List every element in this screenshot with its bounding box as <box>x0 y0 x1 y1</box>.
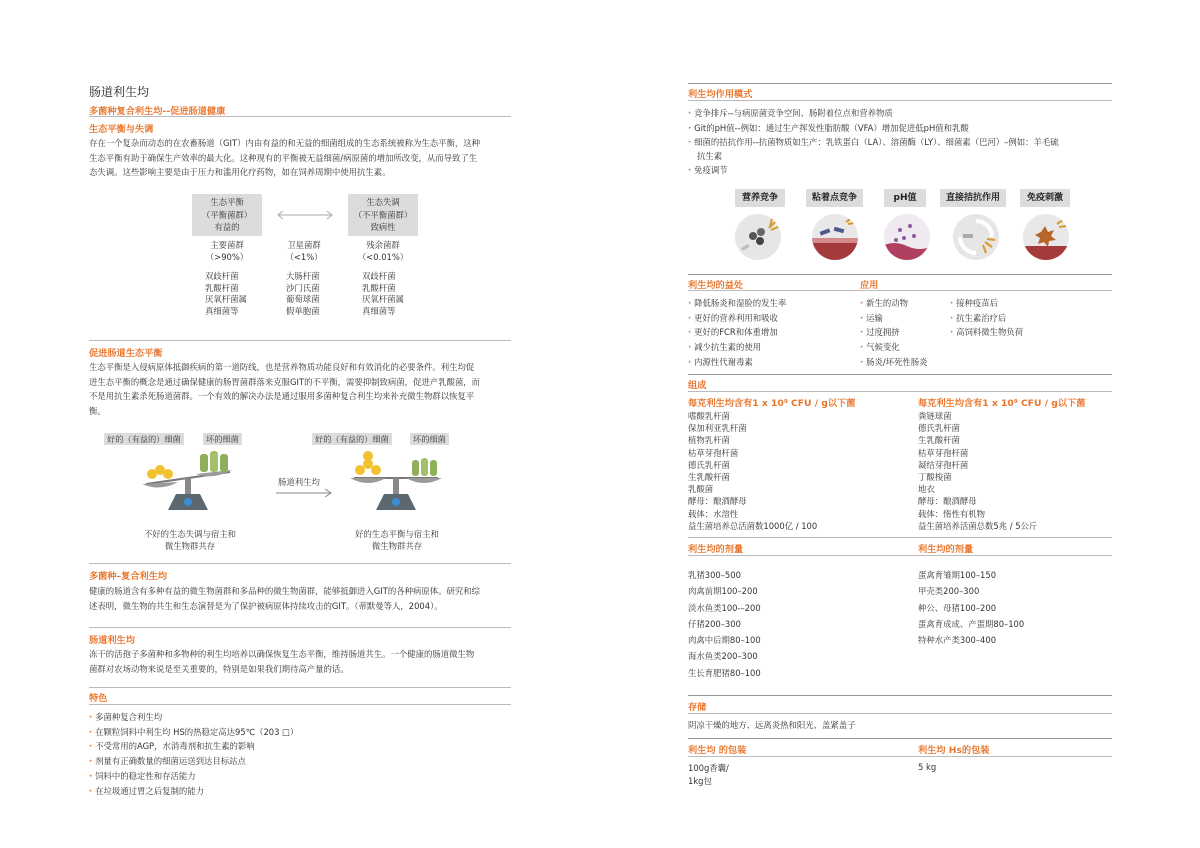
list-item: · 气候变化 <box>860 340 928 355</box>
packaging-right-head: 利生均 Hs的包装 <box>918 745 990 756</box>
packaging-left-text: 100g香囊/ 1kg包 <box>688 763 729 786</box>
label-immune-stimulation: 免疫刺激 <box>1020 189 1070 207</box>
list-item: · 不受常用的AGP，水消毒剂和抗生素的影响 <box>89 739 298 754</box>
storage-text: 阴凉干燥的地方、远离炎热和阳光、盖紧盖子 <box>688 720 856 730</box>
divider <box>688 290 1112 291</box>
divider <box>89 627 511 628</box>
good-bacteria-tag: 好的（有益的）细菌 <box>312 433 392 445</box>
list-item: · 饲料中的稳定性和存活能力 <box>89 769 298 784</box>
unbalanced-scale-icon <box>138 448 238 518</box>
divider <box>688 695 1112 696</box>
modes-list <box>688 106 1059 150</box>
divider <box>89 687 511 688</box>
list-item: · 竞争排斥--与病原菌竞争空间、肠附着位点和营养物质 <box>688 106 1059 121</box>
modes-list-extra <box>688 163 728 178</box>
dosage-left-head: 利生均的剂量 <box>688 544 744 555</box>
antagonism-icon <box>951 212 1001 262</box>
divider <box>688 756 1112 757</box>
features-list <box>89 710 298 798</box>
label-antagonism: 直接拮抗作用 <box>940 189 1006 207</box>
paragraph-multistrain: 健康的肠道含有多种有益的微生物菌群和多品种的微生物菌群，能够抵御进入GIT的各种病原体。研究和综 述表明，微生物的共生和生态演替是为了保护被病原体持续攻击的GIT。（蒂默曼等人，2004）。 <box>89 586 480 611</box>
divider <box>89 704 511 705</box>
list-item: · 运输 <box>860 311 928 326</box>
list-item: · 更好的营养利用和吸收 <box>688 311 786 326</box>
divider <box>688 83 1112 84</box>
benefits-list <box>688 296 786 370</box>
label-nutrient-competition: 营养竞争 <box>735 189 785 207</box>
nutrient-competition-icon <box>733 212 783 262</box>
immune-stimulation-icon <box>1021 212 1071 262</box>
dosage-right-head: 利生均的剂量 <box>918 544 974 555</box>
adhesion-competition-icon <box>810 212 860 262</box>
list-item: · 多菌种复合利生均 <box>89 710 298 725</box>
list-item: · 降低肠炎和湿脸的发生率 <box>688 296 786 311</box>
divider <box>89 116 511 117</box>
section-heading-storage: 存储 <box>688 702 707 713</box>
residual-flora-list: 双歧杆菌 乳酸杆菌 厌氧杆菌属 真细菌等 <box>362 271 404 317</box>
packaging-left-head: 利生均 的包装 <box>688 745 747 756</box>
section-heading-gut-probiotic: 肠道利生均 <box>89 635 135 646</box>
list-item: · 接种疫苗后 <box>950 296 1023 311</box>
list-item: · 在垃圾通过胃之后复制的能力 <box>89 784 298 799</box>
paragraph-gut-probiotic: 冻干的活孢子多菌种和多物种的利生均培养以确保恢复生态平衡，维持肠道共生。一个健康的肠道微生物 菌群对农场动物来说是至关重要的，特别是如果我们期待高产量的话。 <box>89 649 475 674</box>
good-bacteria-tag: 好的（有益的）细菌 <box>104 433 184 445</box>
page-title: 肠道利生均 <box>89 85 150 99</box>
composition-right-head: 每克利生均含有1 x 10⁹ CFU / g以下菌 <box>918 398 1086 409</box>
applications-list-2 <box>950 296 1023 340</box>
eubiosis-box: 生态平衡 （平衡菌群） 有益的 <box>192 194 262 236</box>
caption-eubiosis: 好的生态平衡与宿主和 微生物群共存 <box>355 529 439 551</box>
composition-left-list: 嗜酸乳杆菌 保加利亚乳杆菌 植物乳杆菌 枯草芽孢杆菌 德氏乳杆菌 生乳酸杆菌 乳酸菌 酵母：酿酒酵母 载体：水溶性 益生菌培养总活菌数1000亿 / 100 <box>688 411 818 531</box>
paragraph-balance: 存在一个复杂而动态的在农畜肠道（GIT）内由有益的和无益的细菌组成的生态系统被称为生态平衡，这种 生态平衡有助于确保生产效率的最大化。这种现有的平衡被无益细菌/病原菌的增加所改变，从而导致了生 态失调。这些影响主要是由于压力和滥用化疗药物，如在饲养周期中使用抗生素。 <box>89 138 480 177</box>
divider <box>688 391 1112 392</box>
list-item: · 在颗粒饲料中利生均 HS的热稳定高达95℃（203 □） <box>89 725 298 740</box>
paragraph-promote: 生态平衡是入侵病原体抵御疾病的第一道防线，也是营养物质功能良好和有效消化的必要条件。利生均促 进生态平衡的概念是通过确保健康的肠胃菌群落来克服GIT的不平衡，需要抑制致病菌，促进产乳酸菌，而 不是用抗生素杀死肠道菌群。一个有效的解决办法是通过服用多菌种复合利生均来补充微生物群以恢复平 衡。 <box>89 362 480 416</box>
composition-right-list: 粪链球菌 德氏乳杆菌 生乳酸杆菌 枯草芽孢杆菌 凝结芽孢杆菌 丁酸梭菌 地衣 酵母：酿酒酵母 载体：惰性有机物 益生菌培养活菌总数5兆 / 5公斤 <box>918 411 1038 531</box>
list-item: · 过度拥挤 <box>860 325 928 340</box>
major-flora-label: 主要菌群 （>90%） <box>205 240 249 262</box>
section-heading-promote: 促进肠道生态平衡 <box>89 348 163 359</box>
caption-dysbiosis: 不好的生态失调与宿主和 微生物群共存 <box>143 529 237 551</box>
list-item: · 新生的动物 <box>860 296 928 311</box>
residual-flora-label: 残余菌群 （<0.01%） <box>357 240 409 262</box>
list-item: · Git的pH值--例如：通过生产挥发性脂肪酸（VFA）增加促进低pH值和乳酸 <box>688 121 1059 136</box>
page-subtitle: 多菌种复合利生均--促进肠道健康 <box>89 106 226 117</box>
packaging-right-text: 5 kg <box>918 762 937 772</box>
list-item: · 肠炎/坏死性肠炎 <box>860 355 928 370</box>
label-ph: pH值 <box>884 189 926 207</box>
divider <box>688 274 1112 275</box>
modes-list-continuation: 抗生素 <box>697 151 723 161</box>
list-item: · 内源性代谢毒素 <box>688 355 786 370</box>
section-heading-benefits: 利生均的益处 <box>688 280 744 291</box>
section-heading-features: 特色 <box>89 693 108 704</box>
section-heading-balance: 生态平衡与失调 <box>89 124 154 135</box>
section-heading-composition: 组成 <box>688 380 707 391</box>
list-item: · 免疫调节 <box>688 163 728 178</box>
satellite-flora-list: 大肠杆菌 沙门氏菌 葡萄球菌 假单胞菌 <box>286 271 320 317</box>
ph-icon <box>882 212 932 262</box>
applications-list-1 <box>860 296 928 370</box>
double-arrow-icon <box>276 210 334 220</box>
list-item: · 减少抗生素的使用 <box>688 340 786 355</box>
label-adhesion-competition: 粘着点竞争 <box>806 189 863 207</box>
divider <box>688 738 1112 739</box>
major-flora-list: 双歧杆菌 乳酸杆菌 厌氧杆菌属 真细菌等 <box>205 271 247 317</box>
satellite-flora-label: 卫星菌群 （<1%） <box>285 240 323 262</box>
divider <box>688 100 1112 101</box>
divider <box>688 537 1112 538</box>
bad-bacteria-tag: 坏的细菌 <box>203 433 242 445</box>
divider <box>89 563 511 564</box>
arrow-right-icon <box>274 488 334 498</box>
bad-bacteria-tag: 坏的细菌 <box>410 433 449 445</box>
list-item: · 更好的FCR和体重增加 <box>688 325 786 340</box>
dosage-left-list: 乳猪300–500 肉禽前期100–200 淡水鱼类100-–200 仔猪200–300 肉禽中后期80–100 海水鱼类200–300 生长育肥猪80–100 <box>688 570 761 678</box>
list-item: · 高饲料微生物负荷 <box>950 325 1023 340</box>
divider <box>688 374 1112 375</box>
dosage-right-list: 蛋禽育雏期100–150 甲壳类200–300 种公、母猪100–200 蛋禽育成成、产蛋期80–100 特种水产类300–400 <box>918 570 1025 646</box>
list-item: · 细菌的拮抗作用--抗菌物质如生产：乳铁蛋白（LA）、溶菌酶（LY）、细菌素（巴河）–例如：羊毛硫 <box>688 135 1059 150</box>
divider <box>688 555 1112 556</box>
composition-left-head: 每克利生均含有1 x 10⁹ CFU / g以下菌 <box>688 398 856 409</box>
balanced-scale-icon <box>346 448 446 518</box>
divider <box>688 713 1112 714</box>
dysbiosis-box: 生态失调 （不平衡菌群） 致病性 <box>348 194 418 236</box>
section-heading-modes: 利生均作用模式 <box>688 89 753 100</box>
list-item: · 剂量有正确数量的细菌运送到达目标站点 <box>89 754 298 769</box>
section-heading-applications: 应用 <box>860 280 879 291</box>
section-heading-multistrain: 多菌种–复合利生均 <box>89 571 168 582</box>
arrow-label: 肠道利生均 <box>278 477 320 487</box>
list-item: · 抗生素治疗后 <box>950 311 1023 326</box>
divider <box>89 340 511 341</box>
